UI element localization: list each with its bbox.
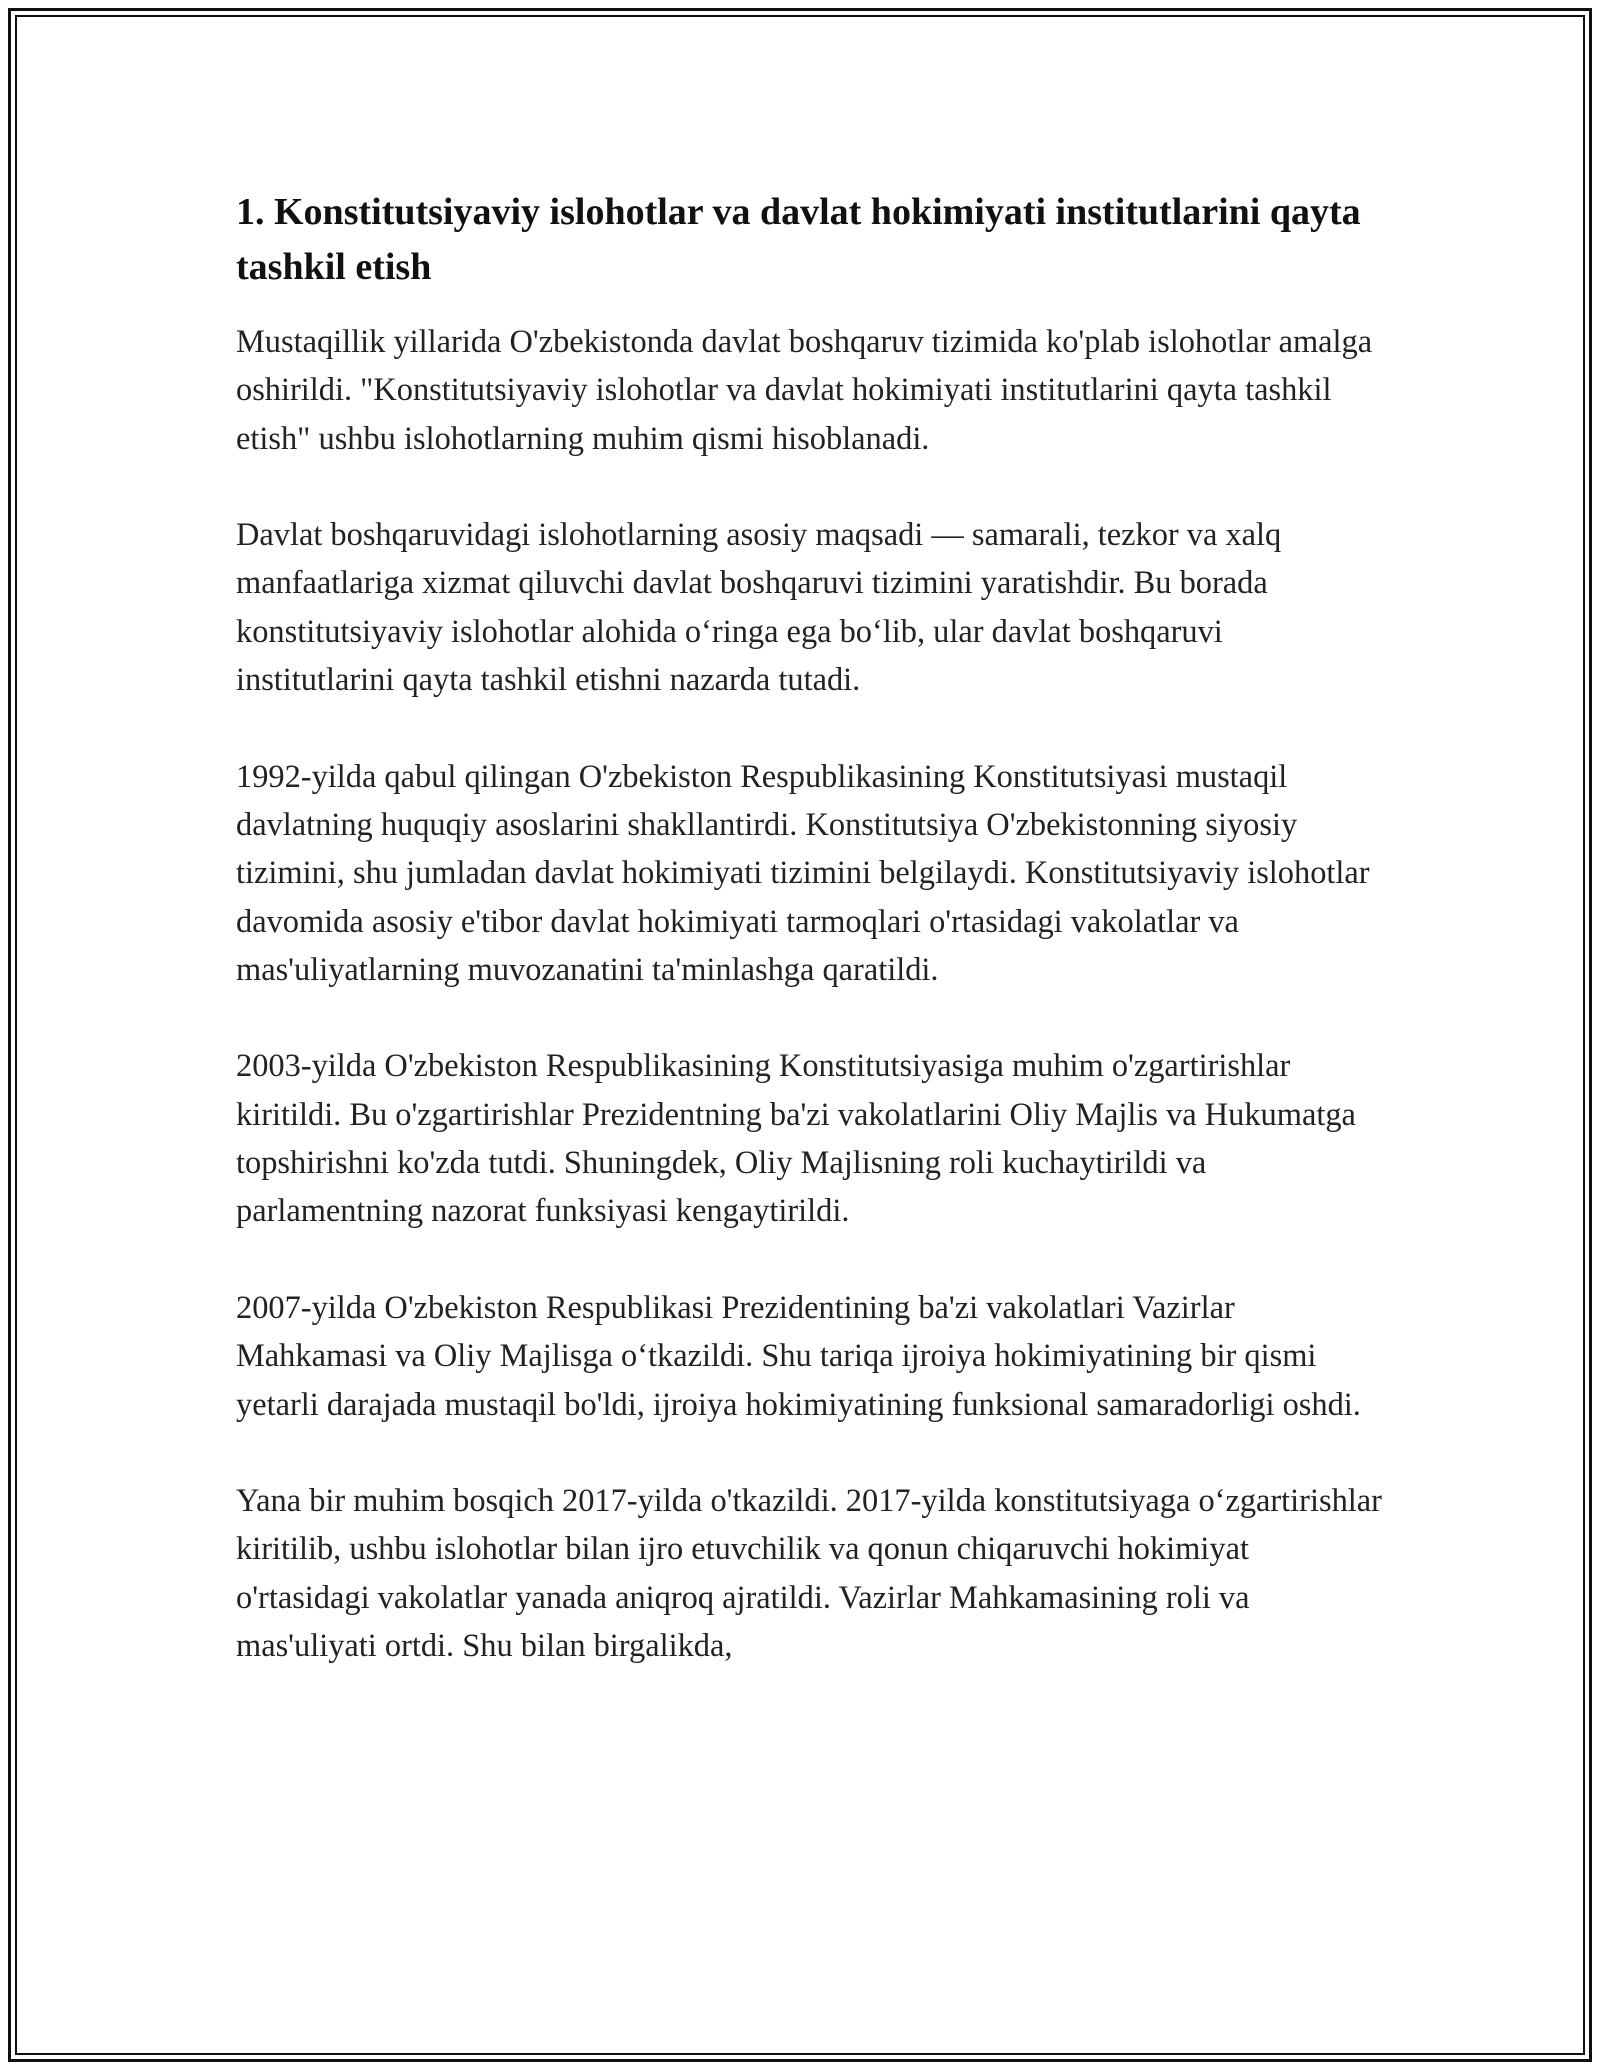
section-heading: 1. Konstitutsiyaviy islohotlar va davlat hokimiyati institutlarini qayta tashkil etish — [236, 191, 1361, 288]
paragraph-6: Yana bir muhim bosqich 2017-yilda o'tkazildi. 2017-yilda konstitutsiyaga o‘zgartirishlar kiritilib, ushbu islohotlar bilan ijro etuvchilik va qonun chiqaruvchi hokimiyat o'rtasidagi vakolatlar yanada aniqroq ajratildi. Vazirlar Mahkamasining roli va mas'uliyati ortdi. Shu bilan birgalikda, — [236, 1483, 1382, 1665]
paragraph-2: Davlat boshqaruvidagi islohotlarning asosiy maqsadi — samarali, tezkor va xalq manfaatlariga xizmat qiluvchi davlat boshqaruvi tizimini yaratishdir. Bu borada konstitutsiyaviy islohotlar alohida o‘ringa ega bo‘lib, ular davlat boshqaruvi institutlarini qayta tashkil etishni nazarda tutadi. — [236, 517, 1282, 699]
paragraph-5: 2007-yilda O'zbekiston Respublikasi Prezidentining ba'zi vakolatlari Vazirlar Mahkamasi va Oliy Majlisga o‘tkazildi. Shu tariqa ijroiya hokimiyatining bir qismi yetarli darajada mustaqil bo'ldi, ijroiya hokimiyatining funksional samaradorligi oshdi. — [236, 1289, 1361, 1423]
paragraph-1: Mustaqillik yillarida O'zbekistonda davlat boshqaruv tizimida ko'plab islohotlar amalga oshirildi. "Konstitutsiyaviy islohotlar va davlat hokimiyati institutlarini qayta tashkil etish" ushbu islohotlarning muhim qismi hisoblanadi. — [236, 324, 1373, 457]
paragraph-4: 2003-yilda O'zbekiston Respublikasining Konstitutsiyasiga muhim o'zgartirishlar kiritildi. Bu o'zgartirishlar Prezidentning ba'zi vakolatlarini Oliy Majlis va Hukumatga topshirishni ko'zda tutdi. Shuningdek, Oliy Majlisning roli kuchaytirildi va parlamentning nazorat funksiyasi kengaytirildi. — [236, 1048, 1356, 1230]
document-body — [236, 185, 1386, 1670]
paragraph-3: 1992-yilda qabul qilingan O'zbekiston Respublikasining Konstitutsiyasi mustaqil davlatning huquqiy asoslarini shakllantirdi. Konstitutsiya O'zbekistonning siyosiy tizimini, shu jumladan davlat hokimiyati tizimini belgilaydi. Konstitutsiyaviy islohotlar davomida asosiy e'tibor davlat hokimiyati tarmoqlari o'rtasidagi vakolatlar va mas'uliyatlarning muvozanatini ta'minlashga qaratildi. — [236, 758, 1370, 988]
